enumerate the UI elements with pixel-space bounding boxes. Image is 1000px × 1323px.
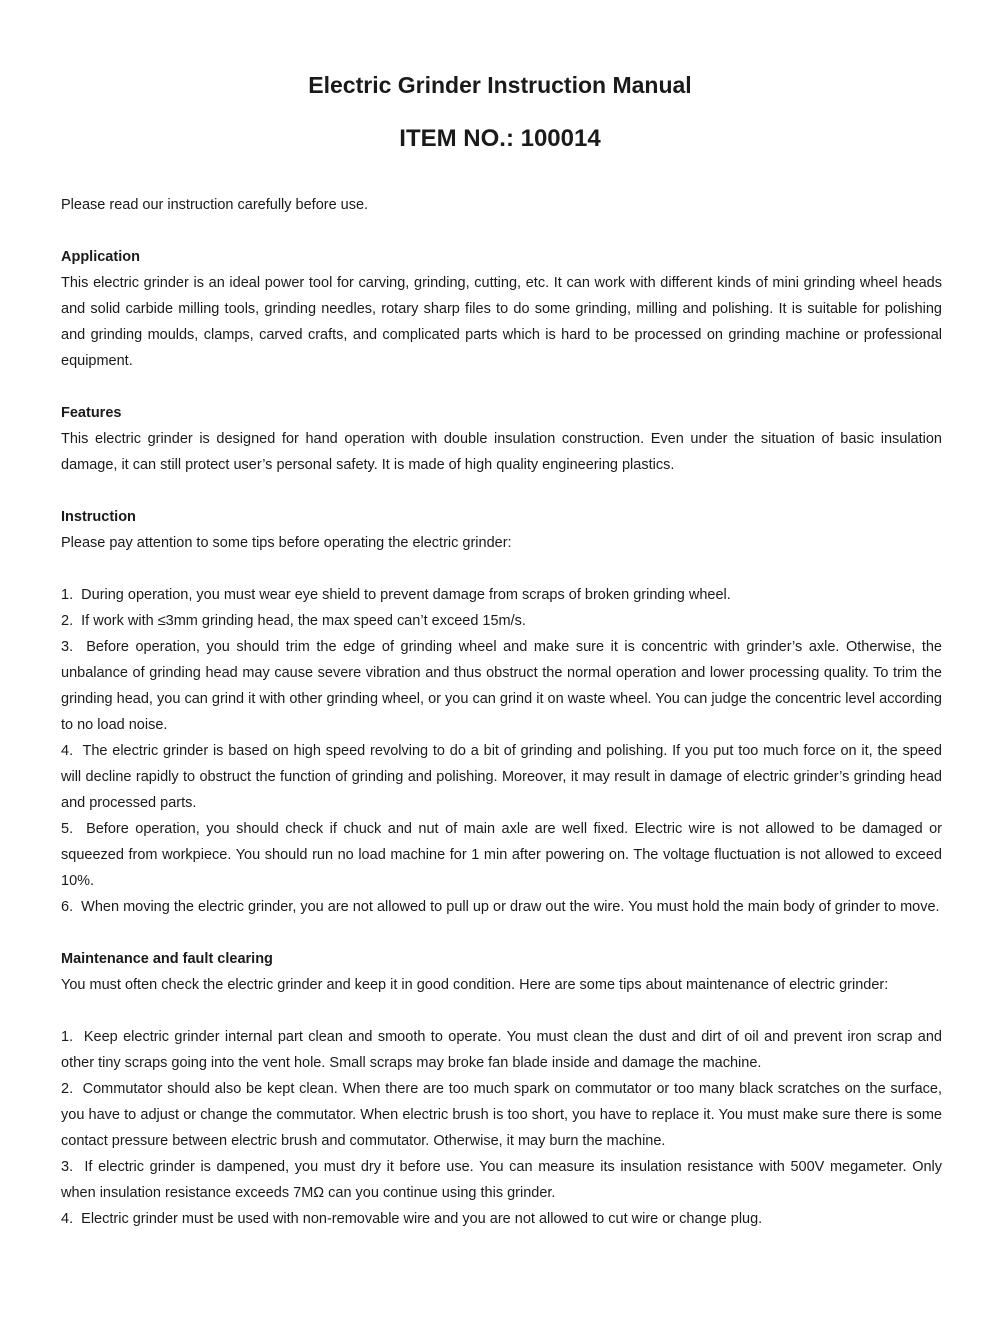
list-item — [61, 608, 942, 634]
list-item — [61, 816, 942, 894]
item-text: Electric grinder must be used with non-removable wire and you are not allowed to cut wire or change plug. — [81, 1211, 763, 1227]
application-body: This electric grinder is an ideal power tool for carving, grinding, cutting, etc. It can work with different kinds of mini grinding wheel heads and solid carbide milling tools, grinding needles, rotary sharp files to do some grinding, milling and polishing. It is suitable for polishing and grinding moulds, clamps, carved crafts, and complicated parts which is hard to be processed on grinding machine or professional equipment. — [61, 275, 942, 369]
item-number-label: 6. — [61, 899, 74, 915]
item-text: If work with ≤3mm grinding head, the max speed can’t exceed 15m/s. — [81, 613, 526, 629]
application-heading: Application — [61, 249, 140, 265]
list-item — [61, 634, 942, 738]
item-text: Before operation, you should trim the edge of grinding wheel and make sure it is concentric with grinder’s axle. Otherwise, the unbalance of grinding head may cause severe vibration and thus obstruct the normal operation and lower processing quality. To trim the grinding head, you can grind it with other grinding wheel, or you can grind it on waste wheel. You can judge the concentric level according to no load noise. — [61, 639, 942, 733]
item-number-label: 1. — [61, 1029, 74, 1045]
list-item — [61, 582, 942, 608]
item-text: Keep electric grinder internal part clean and smooth to operate. You must clean the dust and dirt of oil and prevent iron scrap and other tiny scraps going into the vent hole. Small scraps may broke fan blade inside and damage the machine. — [61, 1029, 942, 1071]
item-number-label: 3. — [61, 1159, 74, 1175]
item-number-label: 1. — [61, 587, 74, 603]
maintenance-intro: You must often check the electric grinder and keep it in good condition. Here are some tips about maintenance of electric grinder: — [61, 977, 889, 993]
item-text: The electric grinder is based on high speed revolving to do a bit of grinding and polishing. If you put too much force on it, the speed will decline rapidly to obstruct the function of grinding and polishing. Moreover, it may result in damage of electric grinder’s grinding head and processed parts. — [61, 743, 942, 811]
item-number-label: 2. — [61, 1081, 74, 1097]
instruction-intro: Please pay attention to some tips before operating the electric grinder: — [61, 535, 512, 551]
instruction-list — [61, 582, 942, 920]
item-number-label: 4. — [61, 743, 74, 759]
item-text: During operation, you must wear eye shield to prevent damage from scraps of broken grinding wheel. — [81, 587, 731, 603]
item-number: ITEM NO.: 100014 — [399, 125, 601, 152]
manual-content — [61, 192, 942, 1232]
list-item — [61, 1076, 942, 1154]
list-item — [61, 1154, 942, 1206]
maintenance-heading: Maintenance and fault clearing — [61, 951, 273, 967]
list-item — [61, 738, 942, 816]
item-text: Before operation, you should check if chuck and nut of main axle are well fixed. Electric wire is not allowed to be damaged or squeezed from workpiece. You should run no load machine for 1 min after powering on. The voltage fluctuation is not allowed to exceed 10%. — [61, 821, 943, 889]
item-text: If electric grinder is dampened, you must dry it before use. You can measure its insulation resistance with 500V megameter. Only when insulation resistance exceeds 7MΩ can you continue using this grinder. — [61, 1159, 943, 1201]
list-item — [61, 894, 942, 920]
list-item — [61, 1206, 942, 1232]
item-number-label: 3. — [61, 639, 74, 655]
features-heading: Features — [61, 405, 122, 421]
item-text: Commutator should also be kept clean. When there are too much spark on commutator or too many black scratches on the surface, you have to adjust or change the commutator. When electric brush is too short, you have to replace it. You must make sure there is some contact pressure between electric brush and commutator. Otherwise, it may burn the machine. — [61, 1081, 942, 1149]
item-number-label: 2. — [61, 613, 74, 629]
features-body: This electric grinder is designed for hand operation with double insulation construction. Even under the situation of basic insulation damage, it can still protect user’s personal safety. It is made of high quality engineering plastics. — [61, 431, 942, 473]
maintenance-list — [61, 1024, 942, 1232]
document-title: Electric Grinder Instruction Manual — [308, 72, 692, 98]
item-number-label: 5. — [61, 821, 74, 837]
item-text: When moving the electric grinder, you are not allowed to pull up or draw out the wire. You must hold the main body of grinder to move. — [81, 899, 940, 915]
list-item — [61, 1024, 942, 1076]
instruction-heading: Instruction — [61, 509, 136, 525]
intro-text: Please read our instruction carefully before use. — [61, 197, 369, 213]
item-number-label: 4. — [61, 1211, 74, 1227]
